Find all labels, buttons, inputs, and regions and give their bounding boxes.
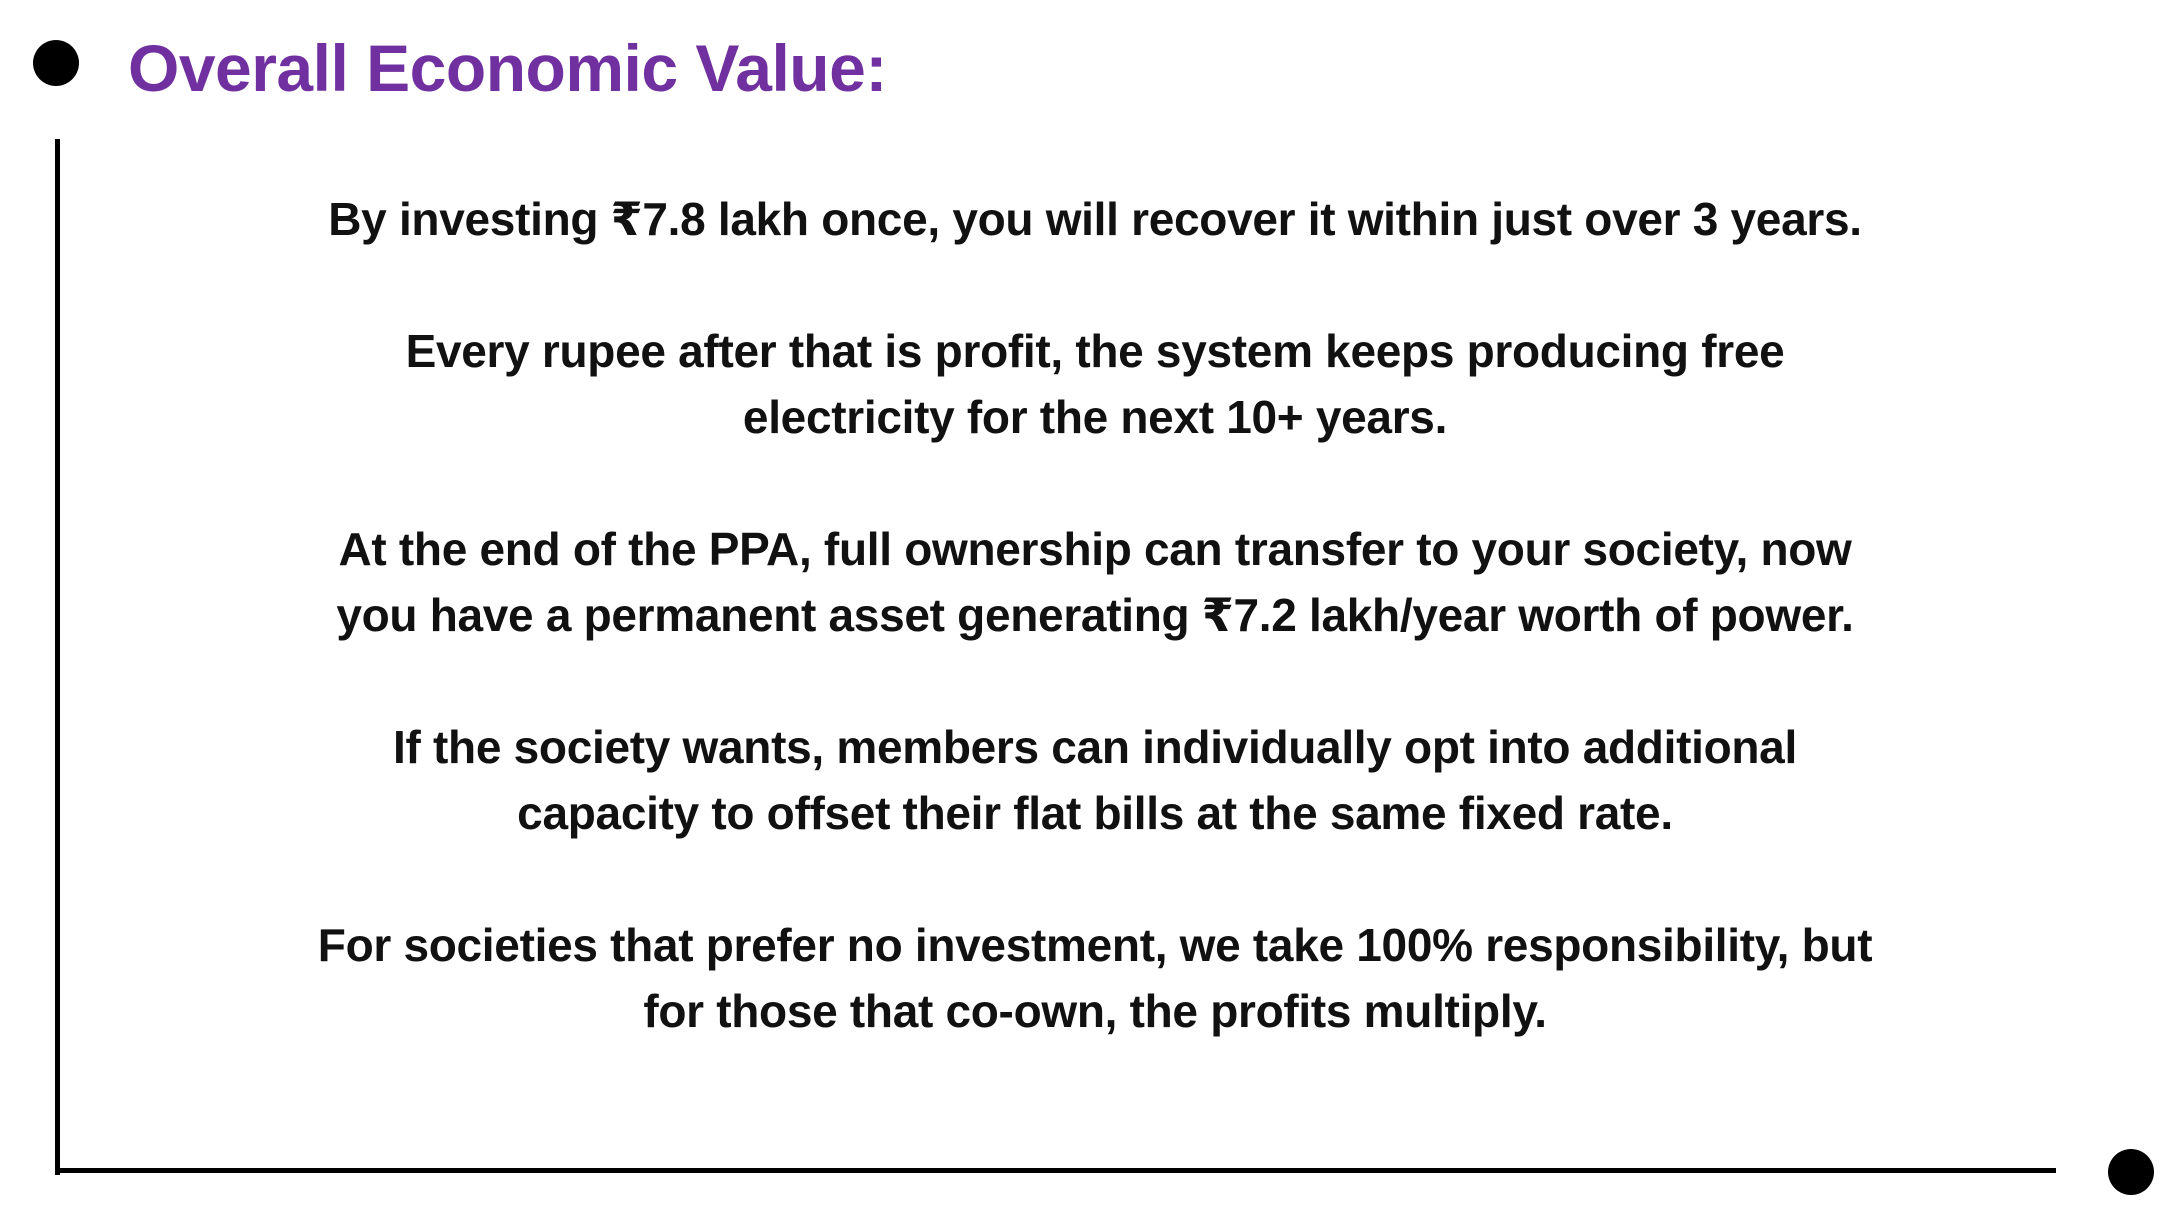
paragraph-line: you have a permanent asset generating ₹7.2 lakh/year worth of power. <box>336 589 1854 641</box>
paragraph-members <box>180 714 2010 846</box>
paragraph-ownership <box>180 516 2010 648</box>
slide-body <box>180 186 2010 1110</box>
paragraph-line: Every rupee after that is profit, the system keeps producing free <box>405 325 1785 377</box>
paragraph-line: capacity to offset their flat bills at the same fixed rate. <box>517 787 1673 839</box>
paragraph-line: At the end of the PPA, full ownership can transfer to your society, now <box>338 523 1852 575</box>
frame-line-horizontal <box>55 1168 2056 1173</box>
paragraph-payback <box>180 186 2010 252</box>
slide-title: Overall Economic Value: <box>128 31 887 105</box>
paragraph-line: for those that co-own, the profits multiply. <box>643 985 1547 1037</box>
frame-line-vertical <box>55 139 60 1175</box>
bullet-dot-bottom <box>2108 1149 2154 1195</box>
bullet-dot-top <box>33 40 79 86</box>
paragraph-line: If the society wants, members can individually opt into additional <box>393 721 1797 773</box>
paragraph-co-own <box>180 912 2010 1044</box>
paragraph-line: For societies that prefer no investment, we take 100% responsibility, but <box>317 919 1873 971</box>
paragraph-line: By investing ₹7.8 lakh once, you will recover it within just over 3 years. <box>328 193 1862 245</box>
paragraph-line: electricity for the next 10+ years. <box>742 391 1448 443</box>
paragraph-profit <box>180 318 2010 450</box>
